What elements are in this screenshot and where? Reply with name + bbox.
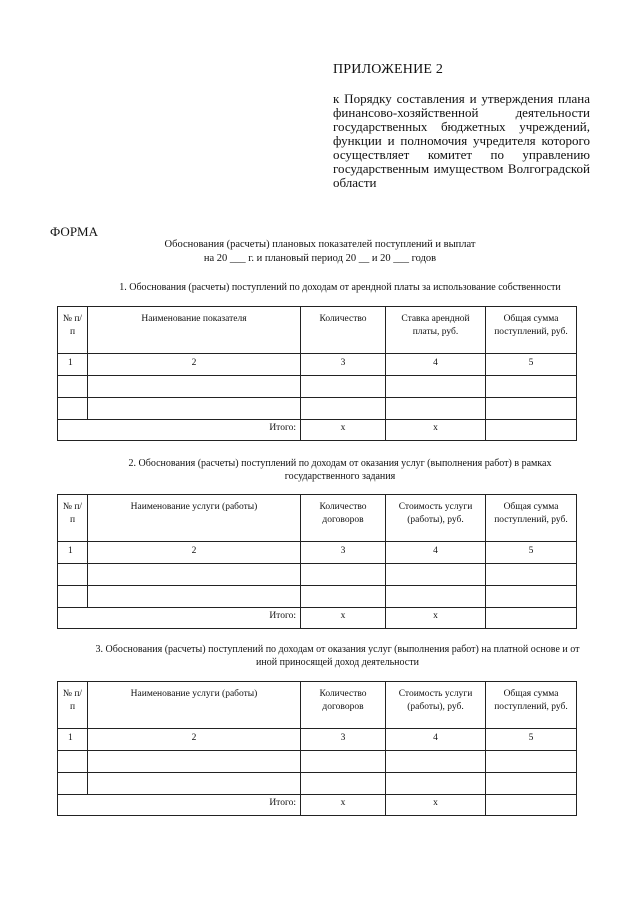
- table-cell[interactable]: [386, 398, 486, 420]
- table-cell[interactable]: [386, 586, 486, 608]
- table-cell[interactable]: [88, 586, 301, 608]
- document-heading: [90, 238, 550, 266]
- column-number: 3: [301, 542, 386, 564]
- table-cell[interactable]: [301, 398, 386, 420]
- column-number: 1: [58, 354, 88, 376]
- table-cell[interactable]: [486, 773, 577, 795]
- col-header-number: № п/п: [58, 495, 88, 542]
- table-row: [58, 773, 577, 795]
- col-header-total: Общая сумма поступлений, руб.: [486, 682, 577, 729]
- table-cell[interactable]: [88, 564, 301, 586]
- table-cell[interactable]: [88, 376, 301, 398]
- table-cell[interactable]: [386, 751, 486, 773]
- column-number: 3: [301, 354, 386, 376]
- total-rate: х: [386, 420, 486, 441]
- total-row: [58, 608, 577, 629]
- col-header-number: № п/п: [58, 307, 88, 354]
- appendix-body: к Порядку составления и утверждения плана финансово-хозяйственной деятельности государственных бюджетных учреждений, функции и полномочия учредителя которого осуществляет комитет по управлению государственным имуществом Волгоградской области: [333, 91, 590, 190]
- table-cell[interactable]: [486, 751, 577, 773]
- column-number: 2: [88, 542, 301, 564]
- table-cell[interactable]: [58, 564, 88, 586]
- column-number: 4: [386, 354, 486, 376]
- table-cell[interactable]: [58, 751, 88, 773]
- total-quantity: х: [301, 795, 386, 816]
- appendix-block: [333, 62, 590, 190]
- table-cell[interactable]: [386, 376, 486, 398]
- col-header-price: Стоимость услуги (работы), руб.: [386, 495, 486, 542]
- total-price: х: [386, 795, 486, 816]
- section-1-table: [57, 306, 577, 441]
- table-header-row: [58, 682, 577, 729]
- table-cell[interactable]: [58, 376, 88, 398]
- total-sum[interactable]: [486, 795, 577, 816]
- col-header-price: Стоимость услуги (работы), руб.: [386, 682, 486, 729]
- appendix-title: ПРИЛОЖЕНИЕ 2: [333, 62, 444, 77]
- column-number: 3: [301, 729, 386, 751]
- column-number: 1: [58, 542, 88, 564]
- col-header-quantity: Количество договоров: [301, 682, 386, 729]
- total-quantity: х: [301, 420, 386, 441]
- column-number: 5: [486, 354, 577, 376]
- col-header-name: Наименование услуги (работы): [88, 682, 301, 729]
- table-cell[interactable]: [301, 773, 386, 795]
- total-label: Итого:: [58, 795, 301, 816]
- column-number: 1: [58, 729, 88, 751]
- table-cell[interactable]: [301, 564, 386, 586]
- total-row: [58, 795, 577, 816]
- total-label: Итого:: [58, 420, 301, 441]
- section-3-table: [57, 681, 577, 816]
- table-header-row: [58, 495, 577, 542]
- table-cell[interactable]: [386, 773, 486, 795]
- column-number: 4: [386, 542, 486, 564]
- total-sum[interactable]: [486, 420, 577, 441]
- section-2-table: [57, 494, 577, 629]
- table-cell[interactable]: [486, 398, 577, 420]
- section-2-title: 2. Обоснования (расчеты) поступлений по доходам от оказания услуг (выполнения работ) в рамках государственного задания: [128, 458, 552, 482]
- col-header-rate: Ставка арендной платы, руб.: [386, 307, 486, 354]
- table-cell[interactable]: [58, 586, 88, 608]
- forma-label: ФОРМА: [50, 224, 98, 239]
- heading-line-1: Обоснования (расчеты) плановых показателей поступлений и выплат: [164, 239, 476, 250]
- table-cell[interactable]: [486, 564, 577, 586]
- section-1-title: 1. Обоснования (расчеты) поступлений по доходам от арендной платы за использование собственности: [119, 282, 561, 293]
- table-cell[interactable]: [486, 586, 577, 608]
- col-header-number: № п/п: [58, 682, 88, 729]
- col-header-name: Наименование услуги (работы): [88, 495, 301, 542]
- col-header-name: Наименование показателя: [88, 307, 301, 354]
- table-row: [58, 751, 577, 773]
- column-number-row: [58, 354, 577, 376]
- total-price: х: [386, 608, 486, 629]
- col-header-quantity: Количество договоров: [301, 495, 386, 542]
- total-row: [58, 420, 577, 441]
- table-cell[interactable]: [301, 376, 386, 398]
- col-header-quantity: Количество: [301, 307, 386, 354]
- table-header-row: [58, 307, 577, 354]
- column-number: 5: [486, 542, 577, 564]
- table-cell[interactable]: [88, 773, 301, 795]
- table-cell[interactable]: [88, 751, 301, 773]
- section-3-title: 3. Обоснования (расчеты) поступлений по доходам от оказания услуг (выполнения работ) на платной основе и от иной приносящей доход деятельности: [95, 644, 580, 668]
- column-number: 2: [88, 354, 301, 376]
- table-cell[interactable]: [301, 751, 386, 773]
- table-cell[interactable]: [58, 773, 88, 795]
- total-quantity: х: [301, 608, 386, 629]
- total-sum[interactable]: [486, 608, 577, 629]
- table-row: [58, 586, 577, 608]
- table-row: [58, 398, 577, 420]
- col-header-total: Общая сумма поступлений, руб.: [486, 307, 577, 354]
- column-number: 5: [486, 729, 577, 751]
- table-cell[interactable]: [88, 398, 301, 420]
- col-header-total: Общая сумма поступлений, руб.: [486, 495, 577, 542]
- column-number: 4: [386, 729, 486, 751]
- table-cell[interactable]: [486, 376, 577, 398]
- heading-line-2: на 20 ___ г. и плановый период 20 __ и 20 ___ годов: [203, 253, 437, 264]
- column-number-row: [58, 542, 577, 564]
- table-cell[interactable]: [301, 586, 386, 608]
- total-label: Итого:: [58, 608, 301, 629]
- table-cell[interactable]: [58, 398, 88, 420]
- column-number: 2: [88, 729, 301, 751]
- column-number-row: [58, 729, 577, 751]
- table-row: [58, 564, 577, 586]
- table-row: [58, 376, 577, 398]
- table-cell[interactable]: [386, 564, 486, 586]
